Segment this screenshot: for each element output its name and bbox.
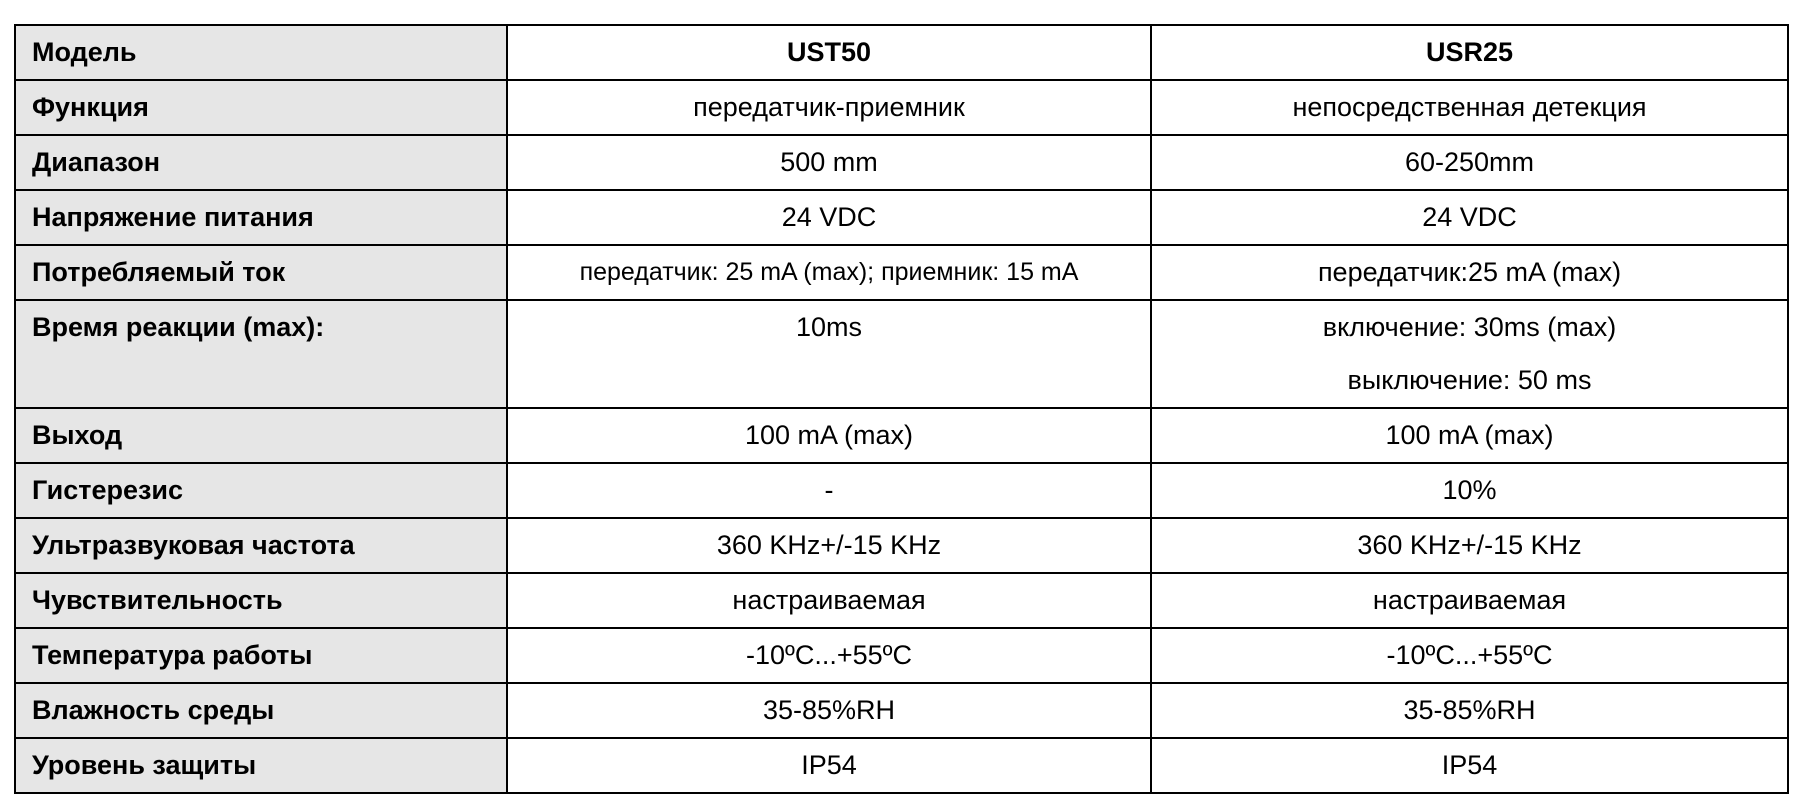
row-label-text: Время реакции (max):	[32, 312, 325, 342]
value-b-line-2: выключение: 50 ms	[1347, 365, 1592, 395]
table-row-temperature	[15, 628, 1788, 683]
value-a: 500 mm	[507, 135, 1151, 190]
header-label-cell: Модель	[15, 25, 507, 80]
row-label: Выход	[15, 408, 507, 463]
value-b: IP54	[1151, 738, 1788, 793]
row-label: Гистерезис	[15, 463, 507, 518]
value-a: -	[507, 463, 1151, 518]
row-label: Напряжение питания	[15, 190, 507, 245]
value-b-line-1: включение: 30ms (max)	[1322, 312, 1617, 342]
value-b: 35-85%RH	[1151, 683, 1788, 738]
table-row-hysteresis	[15, 463, 1788, 518]
value-a-text: 10ms	[795, 312, 863, 342]
value-b: 360 KHz+/-15 KHz	[1151, 518, 1788, 573]
table-row-protection	[15, 738, 1788, 793]
row-label: Температура работы	[15, 628, 507, 683]
spec-table	[14, 24, 1789, 794]
value-b: непосредственная детекция	[1151, 80, 1788, 135]
value-a: настраиваемая	[507, 573, 1151, 628]
value-a	[507, 300, 1151, 408]
row-label: Ультразвуковая частота	[15, 518, 507, 573]
value-a: 100 mA (max)	[507, 408, 1151, 463]
value-b: настраиваемая	[1151, 573, 1788, 628]
row-label: Диапазон	[15, 135, 507, 190]
model-b-header: USR25	[1151, 25, 1788, 80]
value-b: передатчик:25 mA (max)	[1151, 245, 1788, 300]
value-b: 24 VDC	[1151, 190, 1788, 245]
value-b: 100 mA (max)	[1151, 408, 1788, 463]
row-label: Чувствительность	[15, 573, 507, 628]
table-row-function	[15, 80, 1788, 135]
model-a-header: UST50	[507, 25, 1151, 80]
row-label	[15, 300, 507, 408]
value-a: 35-85%RH	[507, 683, 1151, 738]
value-a: передатчик-приемник	[507, 80, 1151, 135]
table-header-row	[15, 25, 1788, 80]
table-row-range	[15, 135, 1788, 190]
row-label: Влажность среды	[15, 683, 507, 738]
table-row-frequency	[15, 518, 1788, 573]
value-a: IP54	[507, 738, 1151, 793]
row-label: Уровень защиты	[15, 738, 507, 793]
value-a: 24 VDC	[507, 190, 1151, 245]
value-a: 360 KHz+/-15 KHz	[507, 518, 1151, 573]
value-a: -10ºC...+55ºC	[507, 628, 1151, 683]
table-row-response-time	[15, 300, 1788, 408]
table-row-voltage	[15, 190, 1788, 245]
table-row-output	[15, 408, 1788, 463]
value-b	[1151, 300, 1788, 408]
value-a: передатчик: 25 mA (max); приемник: 15 mA	[507, 245, 1151, 300]
row-label: Функция	[15, 80, 507, 135]
value-b: 10%	[1151, 463, 1788, 518]
value-b: -10ºC...+55ºC	[1151, 628, 1788, 683]
table-row-current	[15, 245, 1788, 300]
table-row-humidity	[15, 683, 1788, 738]
table-row-sensitivity	[15, 573, 1788, 628]
value-b: 60-250mm	[1151, 135, 1788, 190]
row-label: Потребляемый ток	[15, 245, 507, 300]
